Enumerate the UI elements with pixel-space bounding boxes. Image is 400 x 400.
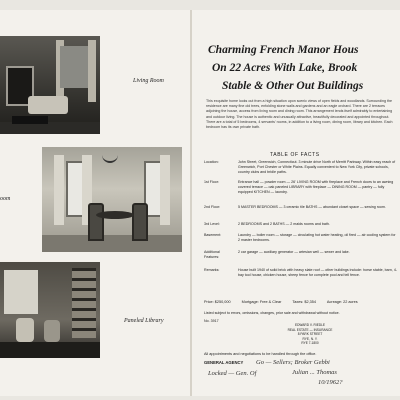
agent-line: RYE 7-1800 xyxy=(301,341,319,346)
armchair xyxy=(16,318,34,342)
library-photo xyxy=(0,262,100,358)
handwritten-note: Go — Sellers; Broker Gebbi xyxy=(256,359,330,366)
agent-line: RYE, N. Y. xyxy=(302,336,318,341)
chandelier xyxy=(102,149,118,163)
curtain xyxy=(54,155,64,225)
appointments-note: All appointments and negotiations to be handled through the office. xyxy=(204,352,317,356)
living-room-photo xyxy=(0,36,100,134)
window xyxy=(60,46,90,88)
fact-label: Additional Features: xyxy=(204,250,220,259)
fact-label: 3rd Level: xyxy=(204,222,220,226)
fact-value: House built 1940 of solid brick with heavy slate roof — other buildings include: horse stable, barn, 4-bay tool house, chicken house, sheep fence for complete pool and tell fence. xyxy=(238,268,398,277)
fact-label: Remarks: xyxy=(204,268,220,272)
coffee-table xyxy=(12,116,48,124)
curtain xyxy=(160,155,170,225)
handwritten-note: Locked — Gen. Of xyxy=(208,370,257,377)
fact-label: 2nd Floor: xyxy=(204,205,221,209)
price-line xyxy=(204,300,368,304)
facts-title: TABLE OF FACTS xyxy=(270,152,320,158)
window xyxy=(4,270,38,314)
price: Price: $250,000 xyxy=(204,300,231,304)
dining-chair xyxy=(88,203,104,241)
taxes: Taxes: $2,354 xyxy=(292,300,317,304)
fact-label: Basement: xyxy=(204,233,222,237)
dining-table xyxy=(96,211,134,219)
dining-room-caption: oom xyxy=(0,196,11,202)
fact-value: 2 BEDROOMS and 2 BATHS — 2 maids rooms and bath. xyxy=(238,222,330,226)
dining-room-photo xyxy=(42,147,182,252)
library-caption: Paneled Library xyxy=(124,318,164,324)
listing-disclaimer: Listed subject to errors, omissions, changes, prior sale and withdrawal without notice. xyxy=(204,311,340,315)
agent-line: 8 PARK STREET xyxy=(297,332,323,337)
fact-value: Entrance hall — powder room — 26' LIVING ROOM with fireplace and French doors to an awning covered terrace — oak paneled LIBRARY with fireplace — DINING ROOM — pantry — fully equipped KITCHEN — laundry. xyxy=(238,180,394,194)
intro-paragraph: This exquisite home looks out from a high situation upon scenic views of open fields and woodlands. Surrounding the residence are many fine old trees, enfolding stone walls and gardens and an eagle orchard. There are 2 terraces adjoining the house, access from living room and dining room. This arrangement lends itself admirably to entertaining and outdoor living. The house is authentic and unusually attractive, beautifully decorated and appointed throughout. There are a total of 5 bedrooms, 4 servants' rooms, in addition to a living room, dining room, library and kitchen. Each bedroom has its own private bath. xyxy=(206,99,393,130)
floor xyxy=(42,235,182,252)
agent-block xyxy=(260,323,360,346)
headline-line-2: On 22 Acres With Lake, Brook xyxy=(212,62,358,74)
handwritten-note: Julian ... Thomas xyxy=(292,369,337,376)
agent-line: REAL ESTATE — INSURANCE xyxy=(287,327,333,332)
mortgage: Mortgage: Free & Clear xyxy=(241,300,282,304)
fact-value: 5 MASTER BEDROOMS — 3 ceramic tile BATHS — abundant closet space — sewing room. xyxy=(238,205,386,209)
fact-value: 2 car garage — auxiliary generator — artesian well — sewer and lake. xyxy=(238,250,350,254)
sofa xyxy=(28,96,68,114)
agent-name: EDWARD V. RIEDLE xyxy=(294,323,326,327)
fact-value: John Street, Greenwich, Connecticut. 3 minute drive North of Merritt Parkway. Within easy reach of Greenwich, Port Chester or White Plains. Equally convenient to New York City, private schools, country clubs and bridle paths. xyxy=(238,160,396,174)
living-room-caption: Living Room xyxy=(133,78,164,84)
floor xyxy=(0,342,100,358)
page-fold xyxy=(190,10,192,396)
headline-line-1: Charming French Manor Hous xyxy=(208,44,359,56)
dining-chair xyxy=(132,203,148,241)
bookshelf xyxy=(72,268,96,338)
acreage: Acreage: 22 acres xyxy=(326,300,358,304)
drape xyxy=(88,40,96,102)
headline-line-3: Stable & Other Out Buildings xyxy=(222,80,364,92)
reference-number: No. 3917 xyxy=(204,319,219,323)
armchair xyxy=(44,320,60,342)
general-agency-label: GENERAL AGENCY xyxy=(204,360,244,365)
handwritten-note: 10/1962? xyxy=(318,379,343,386)
fact-label: Location: xyxy=(204,160,219,164)
fact-value: Laundry — boiler room — storage — circulating hot water heating, oil fired — air cooling system for 2 master bedrooms. xyxy=(238,233,396,242)
fact-label: 1st Floor: xyxy=(204,180,219,184)
